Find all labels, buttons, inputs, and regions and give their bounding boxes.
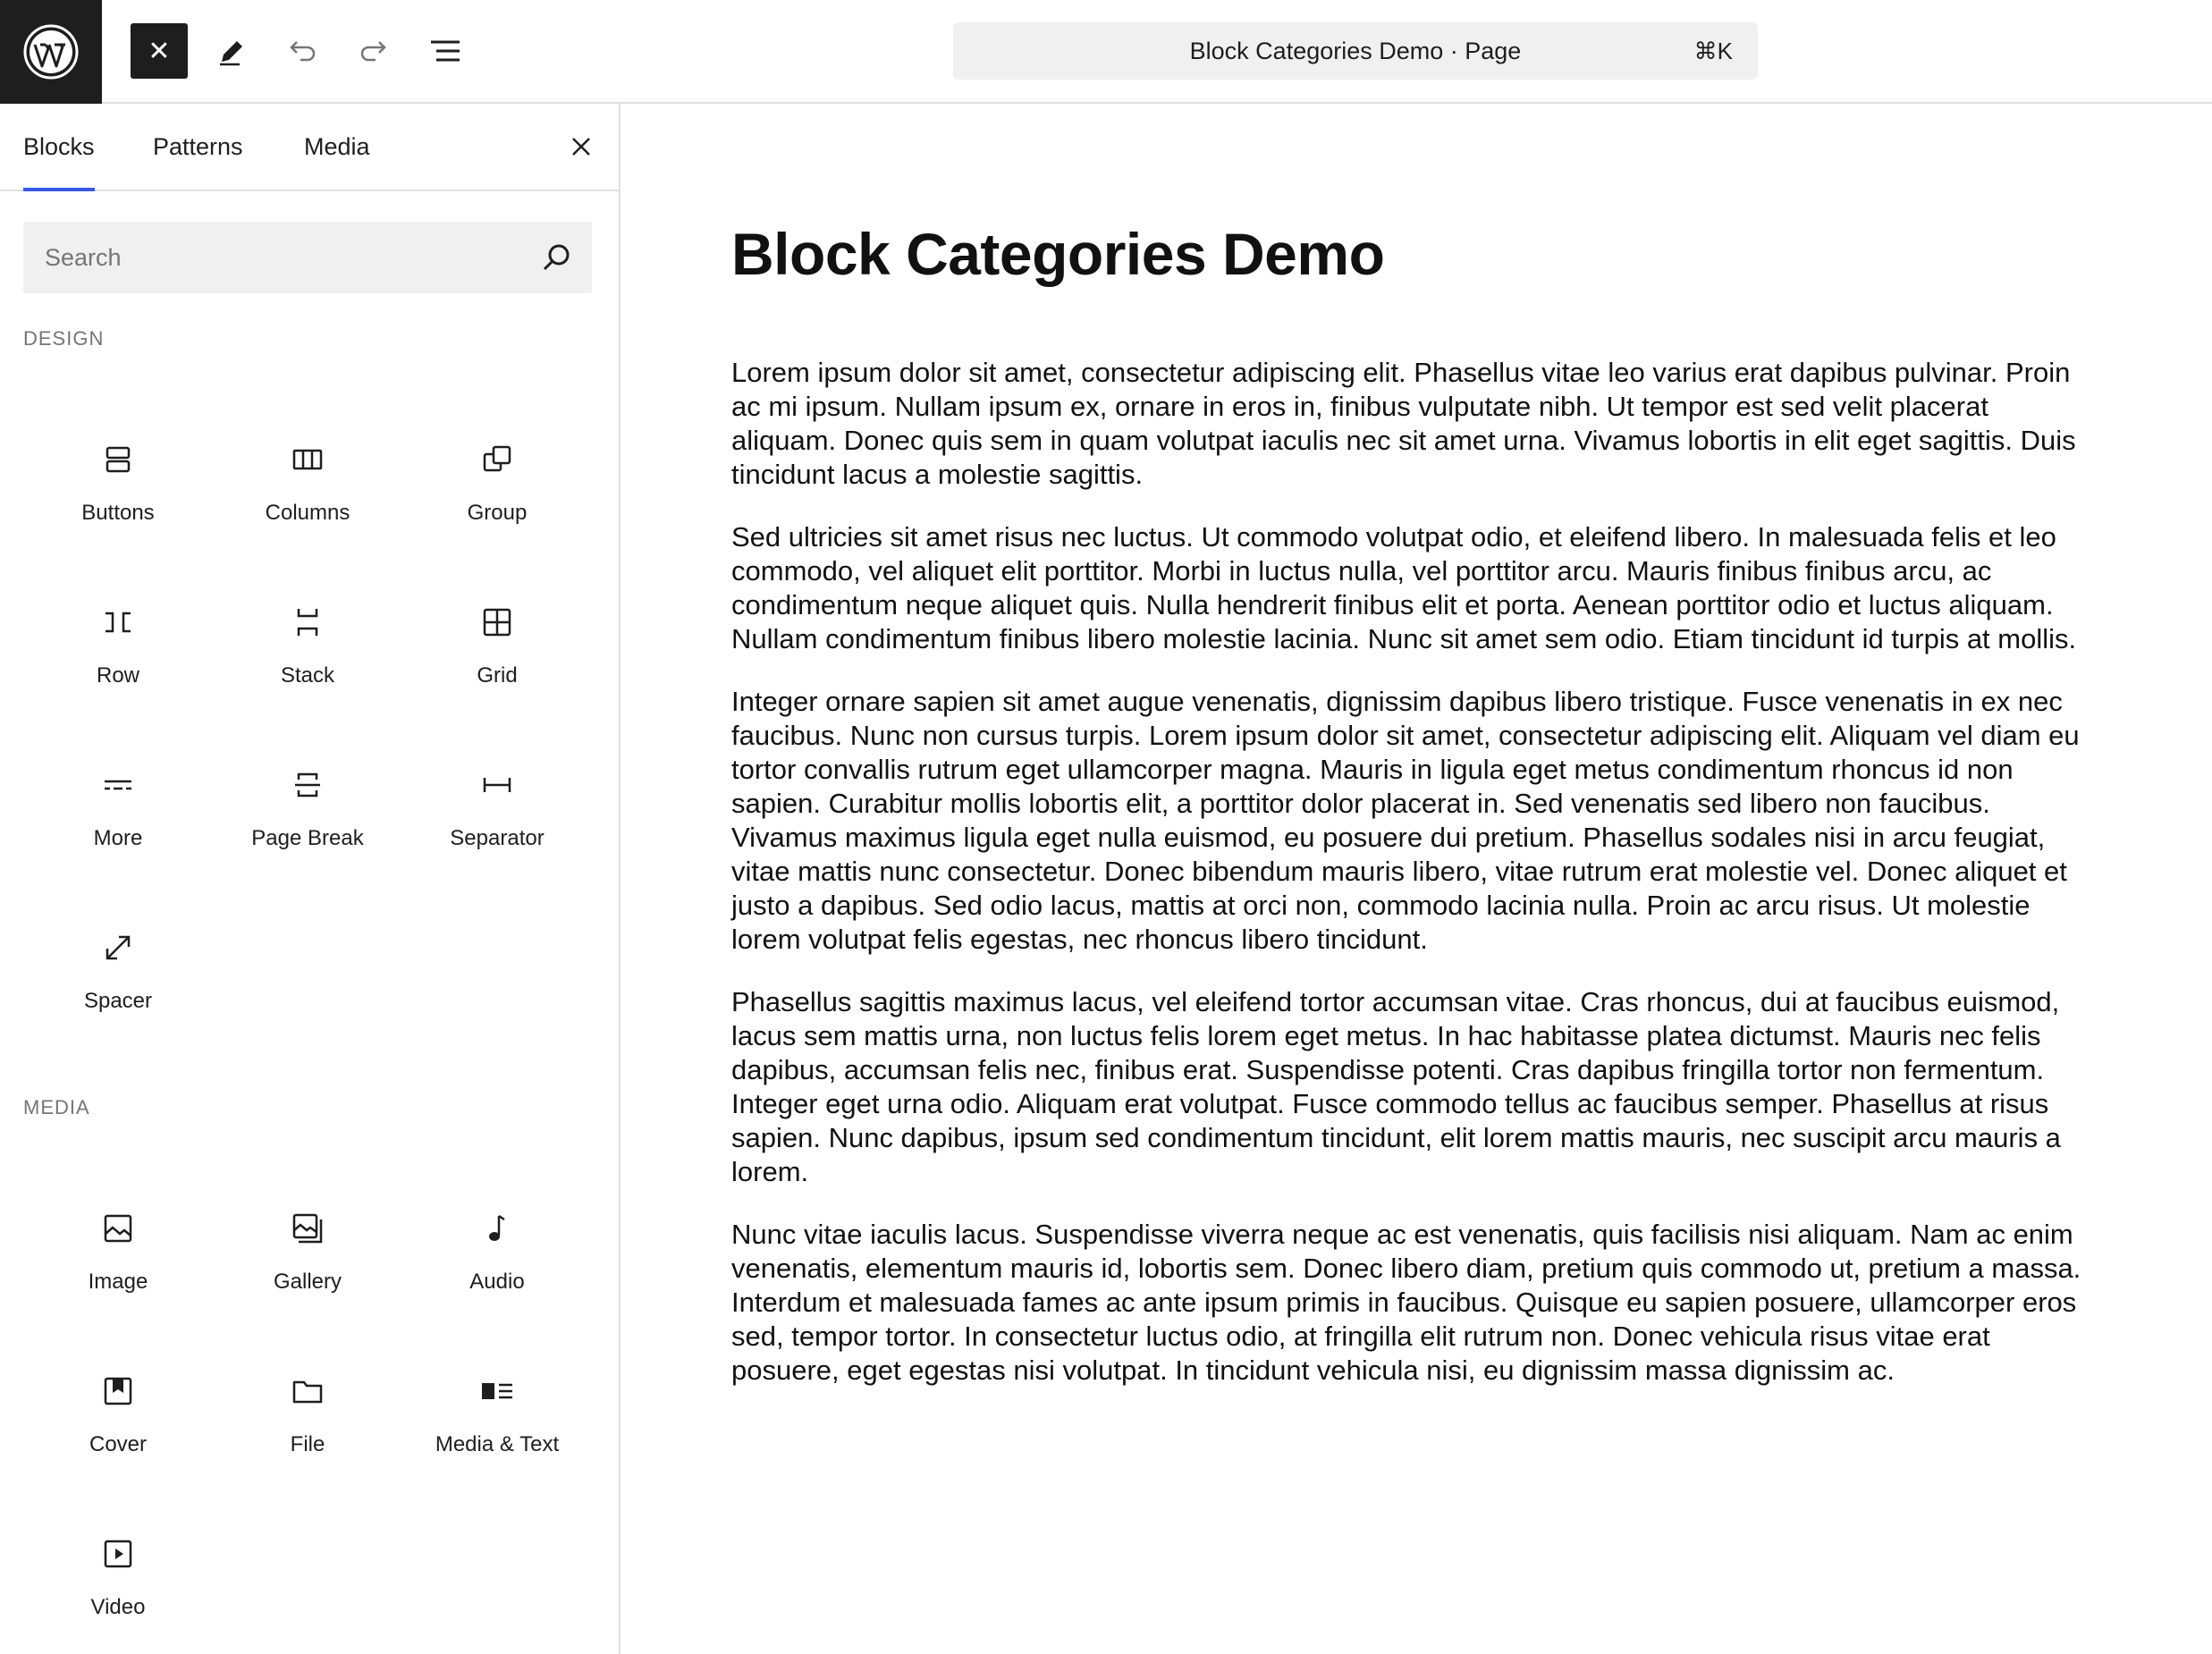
row-icon [98, 603, 138, 642]
redo-button[interactable] [345, 23, 402, 79]
block-label: Image [88, 1270, 148, 1294]
block-label: Audio [469, 1270, 525, 1294]
media-text-icon [477, 1371, 517, 1411]
buttons-icon [98, 440, 138, 479]
block-label: Buttons [81, 501, 155, 525]
list-view-icon [428, 35, 462, 67]
pencil-icon [215, 35, 247, 67]
block-search [23, 222, 592, 293]
paragraph-block[interactable]: Sed ultricies sit amet risus nec luctus. Ut commodo volutpat odio, et eleifend libero. In malesuada felis et leo commodo, vel aliquet elit porttitor. Morbi in luctus nulla, vel porttitor arcu. Mauris finibus finibus arcu, ac condimentum neque aliquet quis. Nulla hendrerit finibus elit et porta. Aenean porttitor odio et luctus aliquam. Nullam condimentum finibus libero molestie lacinia. Nunc sit amet sem odio. Etiam tincidunt id turpis at mollis. [731, 521, 2077, 654]
category-media-label: MEDIA [23, 1096, 90, 1118]
block-columns[interactable] [213, 397, 402, 560]
block-spacer[interactable] [23, 885, 213, 1048]
search-icon [538, 240, 574, 275]
close-icon: ✕ [148, 35, 171, 67]
block-label: Page Break [251, 826, 364, 850]
close-icon [569, 134, 594, 159]
block-stack[interactable] [213, 560, 402, 722]
separator-icon [477, 765, 517, 805]
paragraph-block[interactable]: Nunc vitae iaculis lacus. Suspendisse viverra neque ac est venenatis, quis facilisis nisi aliquam. Nam ac enim venenatis, elementum mauris id, lobortis sem. Donec libero diam, pretium quis commodo ut, pretium a massa. Interdum et malesuada fames ac ante ipsum primis in faucibus. Quisque eu sapien posuere, ullamcorper eros sed, tempor tortor. In consectetur luctus odio, at fringilla elit rutrum non. Donec vehicula risus vitae erat posuere, eget egestas nisi volutpat. In tincidunt vehicula nisi, eu dignissim massa dignissim ac. [731, 1219, 2081, 1386]
block-grid[interactable] [402, 560, 592, 722]
block-label: Row [96, 663, 139, 688]
wordpress-logo-icon [22, 23, 80, 80]
block-more[interactable] [23, 722, 213, 885]
block-label: Stack [280, 663, 335, 688]
undo-icon [286, 35, 318, 67]
block-label: Gallery [273, 1270, 342, 1294]
editor-canvas[interactable] [622, 105, 2212, 1654]
document-title: Block Categories Demo · Page [1189, 38, 1522, 64]
block-label: Cover [89, 1432, 148, 1456]
block-label: More [93, 826, 143, 850]
block-label: Group [467, 501, 528, 525]
block-cover[interactable] [23, 1329, 213, 1491]
block-gallery[interactable] [213, 1166, 402, 1329]
search-input[interactable] [23, 222, 524, 293]
post-content [731, 356, 2099, 1416]
undo-button[interactable] [274, 23, 331, 79]
post-title[interactable]: Block Categories Demo [731, 221, 1385, 287]
block-label: Video [90, 1595, 146, 1619]
grid-icon [477, 603, 517, 642]
block-label: File [290, 1432, 325, 1456]
gallery-icon [288, 1209, 327, 1248]
image-icon [98, 1209, 138, 1248]
block-inserter-panel [0, 104, 621, 1654]
stack-icon [288, 603, 327, 642]
tab-media[interactable]: Media [304, 133, 370, 160]
close-panel-button[interactable] [558, 123, 604, 170]
keyboard-shortcut: ⌘K [1693, 38, 1733, 64]
paragraph-block[interactable]: Lorem ipsum dolor sit amet, consectetur adipiscing elit. Phasellus vitae leo varius erat dapibus pulvinar. Proin ac mi ipsum. Nullam ipsum ex, ornare in eros in, finibus vulputate nibh. Ut tempor est sed velit placerat aliquam. Donec quis sem in quam volutpat iaculis nec sit amet urna. Vivamus lobortis in elit eget sagittis. Duis tincidunt lacus a molestie sagittis. [731, 357, 2076, 490]
block-label: Separator [450, 826, 545, 850]
video-icon [98, 1534, 138, 1574]
document-overview-button[interactable] [417, 23, 474, 79]
block-label: Grid [477, 663, 518, 688]
cover-icon [98, 1371, 138, 1411]
tools-button[interactable] [202, 23, 259, 79]
block-image[interactable] [23, 1166, 213, 1329]
block-audio[interactable] [402, 1166, 592, 1329]
block-row[interactable] [23, 560, 213, 722]
redo-icon [358, 35, 390, 67]
close-inserter-button[interactable] [131, 23, 188, 79]
group-icon [477, 440, 517, 479]
folder-icon [288, 1371, 327, 1411]
block-group[interactable] [402, 397, 592, 560]
paragraph-block[interactable]: Phasellus sagittis maximus lacus, vel eleifend tortor accumsan vitae. Cras rhoncus, dui at faucibus euismod, lacus sem mattis urna, non luctus felis lorem eget metus. In hac habitasse platea dictumst. Mauris nec felis dapibus, accumsan felis nec, finibus erat. Suspendisse potenti. Cras dapibus fringilla tortor non fermentum. Integer eget urna odio. Aliquam erat volutpat. Fusce commodo tellus ac faucibus semper. Phasellus at risus sapien. Nunc dapibus, ipsum sed condimentum tincidunt, elit lorem mattis mauris, nec suscipit arcu mauris a lorem. [731, 986, 2061, 1187]
block-video[interactable] [23, 1491, 213, 1654]
paragraph-block[interactable]: Integer ornare sapien sit amet augue venenatis, dignissim dapibus libero tristique. Fusce venenatis in ex nec faucibus. Nunc non cursus turpis. Lorem ipsum dolor sit amet, consectetur adipiscing elit. Aliquam vel diam eu tortor convallis rutrum eget ullamcorper magna. Mauris in ligula eget metus condimentum rhoncus id non sapien. Curabitur mollis lobortis elit, a porttitor dolor placerat in. Sed venenatis sed libero non faucibus. Vivamus maximus ligula eget nulla euismod, eu posuere dui pretium. Phasellus sodales nisi in arcu feugiat, vitae mattis nunc consectetur. Donec bibendum mauris libero, vitae rutrum erat molestie vel. Donec aliquet et justo a dapibus. Sed odio lacus, mattis at orci non, commodo lacinia nulla. Proin ac arcu risus. Ut molestie lorem volutpat felis egestas, nec rhoncus libero tincidunt. [731, 686, 2080, 955]
more-icon [98, 765, 138, 805]
command-palette-bar[interactable] [953, 22, 1758, 80]
block-label: Media & Text [435, 1432, 560, 1456]
block-label: Columns [265, 501, 350, 525]
block-page-break[interactable] [213, 722, 402, 885]
wordpress-logo-button[interactable] [0, 0, 102, 104]
block-separator[interactable] [402, 722, 592, 885]
inserter-tabs [0, 104, 619, 191]
block-label: Spacer [83, 989, 153, 1013]
tab-patterns[interactable]: Patterns [153, 133, 243, 160]
editor-header [0, 0, 2212, 104]
page-break-icon [288, 765, 327, 805]
block-file[interactable] [213, 1329, 402, 1491]
block-buttons[interactable] [23, 397, 213, 560]
audio-icon [477, 1209, 517, 1248]
tab-blocks[interactable]: Blocks [23, 104, 95, 190]
spacer-icon [98, 928, 138, 967]
block-media-text[interactable] [402, 1329, 592, 1491]
category-design-label: DESIGN [23, 327, 105, 350]
columns-icon [288, 440, 327, 479]
